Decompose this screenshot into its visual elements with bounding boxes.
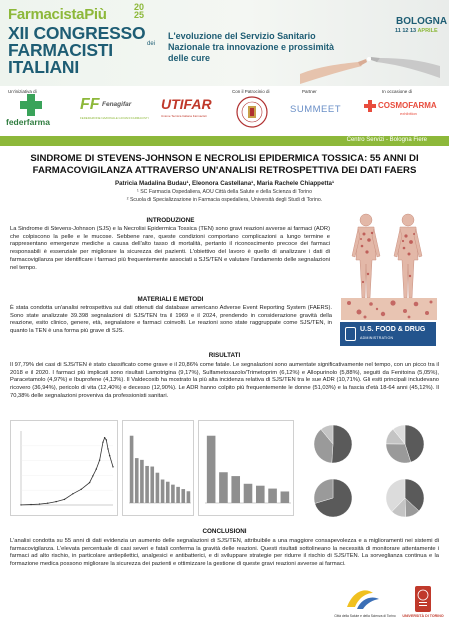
relative-incidence-chart xyxy=(198,420,294,516)
congress-line-2: FARMACISTI xyxy=(8,40,113,60)
bar xyxy=(171,485,175,503)
poster-authors: Patricia Madalina Budau¹, Eleonora Castellana¹, Maria Rachele Chiappetta¹ xyxy=(114,180,335,187)
data-point xyxy=(89,482,90,483)
bar xyxy=(150,467,154,503)
unito-seal-icon xyxy=(414,585,432,613)
congress-dei: dei xyxy=(147,41,156,47)
data-point xyxy=(92,475,93,476)
city-label: BOLOGNA xyxy=(396,16,448,27)
data-point xyxy=(20,504,21,505)
poster-title xyxy=(8,153,441,177)
patronage-caption: Con il Patrocinio di xyxy=(232,89,270,94)
ordine-farmacisti-seal-icon xyxy=(236,96,268,128)
bar xyxy=(181,489,185,503)
reports-trend-line-chart xyxy=(11,421,119,517)
data-point xyxy=(81,489,82,490)
relative-incidence-bar-chart xyxy=(199,421,295,517)
intro-heading: INTRODUZIONE xyxy=(146,217,195,224)
bar xyxy=(166,482,170,503)
bar xyxy=(244,484,253,503)
skin-lesion-photo xyxy=(341,298,437,320)
bar xyxy=(156,473,160,503)
brand-year xyxy=(132,3,146,19)
data-point xyxy=(99,459,100,460)
unito-label: UNIVERSITÀ DI TORINO xyxy=(402,614,444,618)
partner-caption: Partner xyxy=(302,89,317,94)
citta-salute-logo xyxy=(343,585,383,613)
dates-month: APRILE xyxy=(417,28,438,34)
conclusions-heading: CONCLUSIONI xyxy=(202,528,247,535)
fenagifar-subtitle: FEDERAZIONE NAZIONALE GIOVANI FARMACISTI xyxy=(80,116,149,120)
bar xyxy=(161,480,165,503)
fda-mark-icon xyxy=(345,327,356,341)
federfarma-cross-icon xyxy=(20,94,42,116)
sponsor-strip xyxy=(0,86,449,136)
data-point xyxy=(109,455,110,456)
affiliation-2: ² Scuola di Specializzazione in Farmacia ospedaliera, Università degli Studi di Torino. xyxy=(126,197,323,203)
citta-salute-label: Città della Salute e della Scienza di Torino xyxy=(334,614,396,618)
bar xyxy=(281,491,290,503)
brand-name: FarmacistaPiù xyxy=(8,6,107,23)
fda-logo-line-2: ADMINISTRATION xyxy=(360,336,394,340)
bar xyxy=(145,466,149,503)
bar xyxy=(140,460,144,503)
cosmofarma-logo: COSMOFARMA xyxy=(378,101,437,110)
brand-year-bottom: 25 xyxy=(133,10,144,20)
congress-line-3: ITALIANI xyxy=(8,57,79,77)
data-point xyxy=(107,448,108,449)
data-point xyxy=(104,437,105,438)
bar xyxy=(130,436,134,503)
bar xyxy=(231,476,240,503)
pie-chart-grid xyxy=(298,420,440,526)
series-line xyxy=(21,438,113,505)
bar xyxy=(135,458,139,503)
data-point xyxy=(72,493,73,494)
data-point xyxy=(64,499,65,500)
cosmofarma-cross-icon xyxy=(364,100,376,112)
cosmofarma-subtitle: exhibition xyxy=(400,111,417,116)
top-drugs-bar-chart xyxy=(123,421,195,517)
robot-hands-illustration xyxy=(300,36,440,86)
data-point xyxy=(112,466,113,467)
reports-trend-chart xyxy=(10,420,118,516)
methods-heading: MATERIALI E METODI xyxy=(137,296,204,303)
congress-line-1: XII CONGRESSO xyxy=(8,23,146,43)
sjs-body-illustration xyxy=(348,212,428,304)
data-point xyxy=(39,503,40,504)
data-point xyxy=(30,504,31,505)
venue-bar xyxy=(0,136,449,146)
results-text: Il 97,79% dei casi di SJS/TEN è stato classificato come grave e il 20,86% come fatale. Le segnalazioni sono aumentate significativamente nel tempo, con un picco tra il 2018 e il 2020. I farmaci più implicati sono risultati Lamotrigina (9,17%), Sulfametoxazolo/Trimetoprim (6,12%) e Allopurinolo (5,88%), seguiti da Fenitoina (5,05%), Paracetamolo (4,97%) e Ibuprofene (4,13%). Il Valdecoxib ha mostrato la più alta incidenza relativa di SJS/TEN tra le sue ADR (10,71%). Gli esiti principali includevano ricovero (36,94%), pericolo di vita (12,40%) e decesso (12,90%). Le ADR hanno colpito più frequentemente le donne (51,03%) e la fascia d'età 18-64 anni (45,12%). Il 70,38% delle segnalazioni proveniva da professionisti sanitari. xyxy=(10,362,439,399)
bar xyxy=(187,491,191,503)
utifar-subtitle: Unione Tecnica Italiana Farmacisti xyxy=(161,114,207,118)
occasion-caption: In occasione di xyxy=(382,89,413,94)
top-drugs-chart xyxy=(122,420,194,516)
data-point xyxy=(55,501,56,502)
dates-label xyxy=(395,28,438,34)
brand-year-top: 20 xyxy=(133,2,144,12)
reporter-pie-chart xyxy=(298,474,368,526)
bar xyxy=(268,489,277,503)
methods-text: È stata condotta un'analisi retrospettiva sui dati ottenuti dal database americano Adverse Event Reporting System (FAERS). Sono state analizzate 39.398 segnalazioni di SJS/TEN tra il 1969 e il 2024, prendendo in considerazione gravità della reazione, esito clinico, genere, età, segnalatore e farmaci coinvolti. Le reazioni sono state raggruppate come SJS/TEN, in quanto la TEN è una forma più grave di SJS. xyxy=(10,305,332,335)
congress-header xyxy=(0,0,449,86)
fda-logo-line-1: U.S. FOOD & DRUG xyxy=(360,326,426,333)
federfarma-logo: federfarma xyxy=(6,117,50,127)
age-pie-chart xyxy=(370,420,440,472)
data-point xyxy=(102,442,103,443)
poster-title-line-2: FARMACOVIGILANZA ATTRAVERSO UN'ANALISI RETROSPETTIVA DEI DATI FAERS xyxy=(32,165,417,176)
fda-logo xyxy=(340,322,436,346)
congress-title xyxy=(8,25,145,76)
results-heading: RISULTATI xyxy=(208,352,241,359)
intro-text: La Sindrome di Stevens-Johnson (SJS) e la Necrolisi Epidermica Tossica (TEN) sono gravi reazioni avverse ai farmaci (ADR) che colpiscono la pelle e le mucose. Sebbene rare, queste condizioni comportano complicazioni a lungo termine e rappresentano emergenze mediche a causa dell'alto tasso di mortalità, pertanto il riconoscimento precoce dei farmaci responsabili è essenziale per migliorare la sicurezza dei pazienti. L'obiettivo del lavoro è quello di analizzare i dati di farmacovigilanza per identificare i farmaci più frequentemente associati a SJS/TEN e valutare l'andamento delle segnalazioni nel tempo. xyxy=(10,226,330,271)
congress-tagline: L'evoluzione del Servizio Sanitario Nazionale tra innovazione e prossimità delle cure xyxy=(168,31,335,63)
pie-slice xyxy=(332,425,352,463)
venue-label: Centro Servizi - Bologna Fiere xyxy=(346,137,427,143)
conclusions-text: L'analisi condotta su 55 anni di dati evidenzia un aumento delle segnalazioni di SJS/TEN, attribuibile a una maggiore consapevolezza e a miglioramenti nei sistemi di farmacovigilanza. L'elevata percentuale di casi severi e fatali conferma la gravità delle reazioni. Questi risultati sottolineano la necessità di monitorare attentamente i farmaci ad alto rischio, in particolare antiepilettici, analgesici e antibatterici, e di sviluppare strategie per ridurre il rischio di SJS/TEN. La sorveglianza continua e la formazione medica possono migliorare la sicurezza dei pazienti e ottimizzare la gestione di queste gravi reazioni avverse ai farmaci. xyxy=(10,538,439,568)
data-point xyxy=(106,439,107,440)
fenagifar-logo-mark: FF xyxy=(80,96,100,113)
outcome-pie-chart xyxy=(370,474,440,526)
gender-pie-chart xyxy=(298,420,368,472)
data-point xyxy=(47,503,48,504)
initiative-caption: Un'iniziativa di xyxy=(8,89,37,94)
affiliation-1: ¹ SC Farmacia Ospedaliera, AOU Città della Salute e della Scienza di Torino xyxy=(137,189,312,195)
poster-title-line-1: SINDROME DI STEVENS-JOHNSON E NECROLISI EPIDERMICA TOSSICA: 55 ANNI DI xyxy=(30,153,419,164)
dates-days: 11 12 13 xyxy=(395,28,417,34)
bar xyxy=(256,486,265,503)
bar xyxy=(219,472,228,503)
utifar-logo: UTIFAR xyxy=(161,96,212,112)
bar xyxy=(207,436,216,503)
summeet-logo: SUMMEET xyxy=(290,104,341,115)
fenagifar-logo: Fenagifar xyxy=(102,101,132,108)
data-point xyxy=(96,468,97,469)
bar xyxy=(176,487,180,503)
